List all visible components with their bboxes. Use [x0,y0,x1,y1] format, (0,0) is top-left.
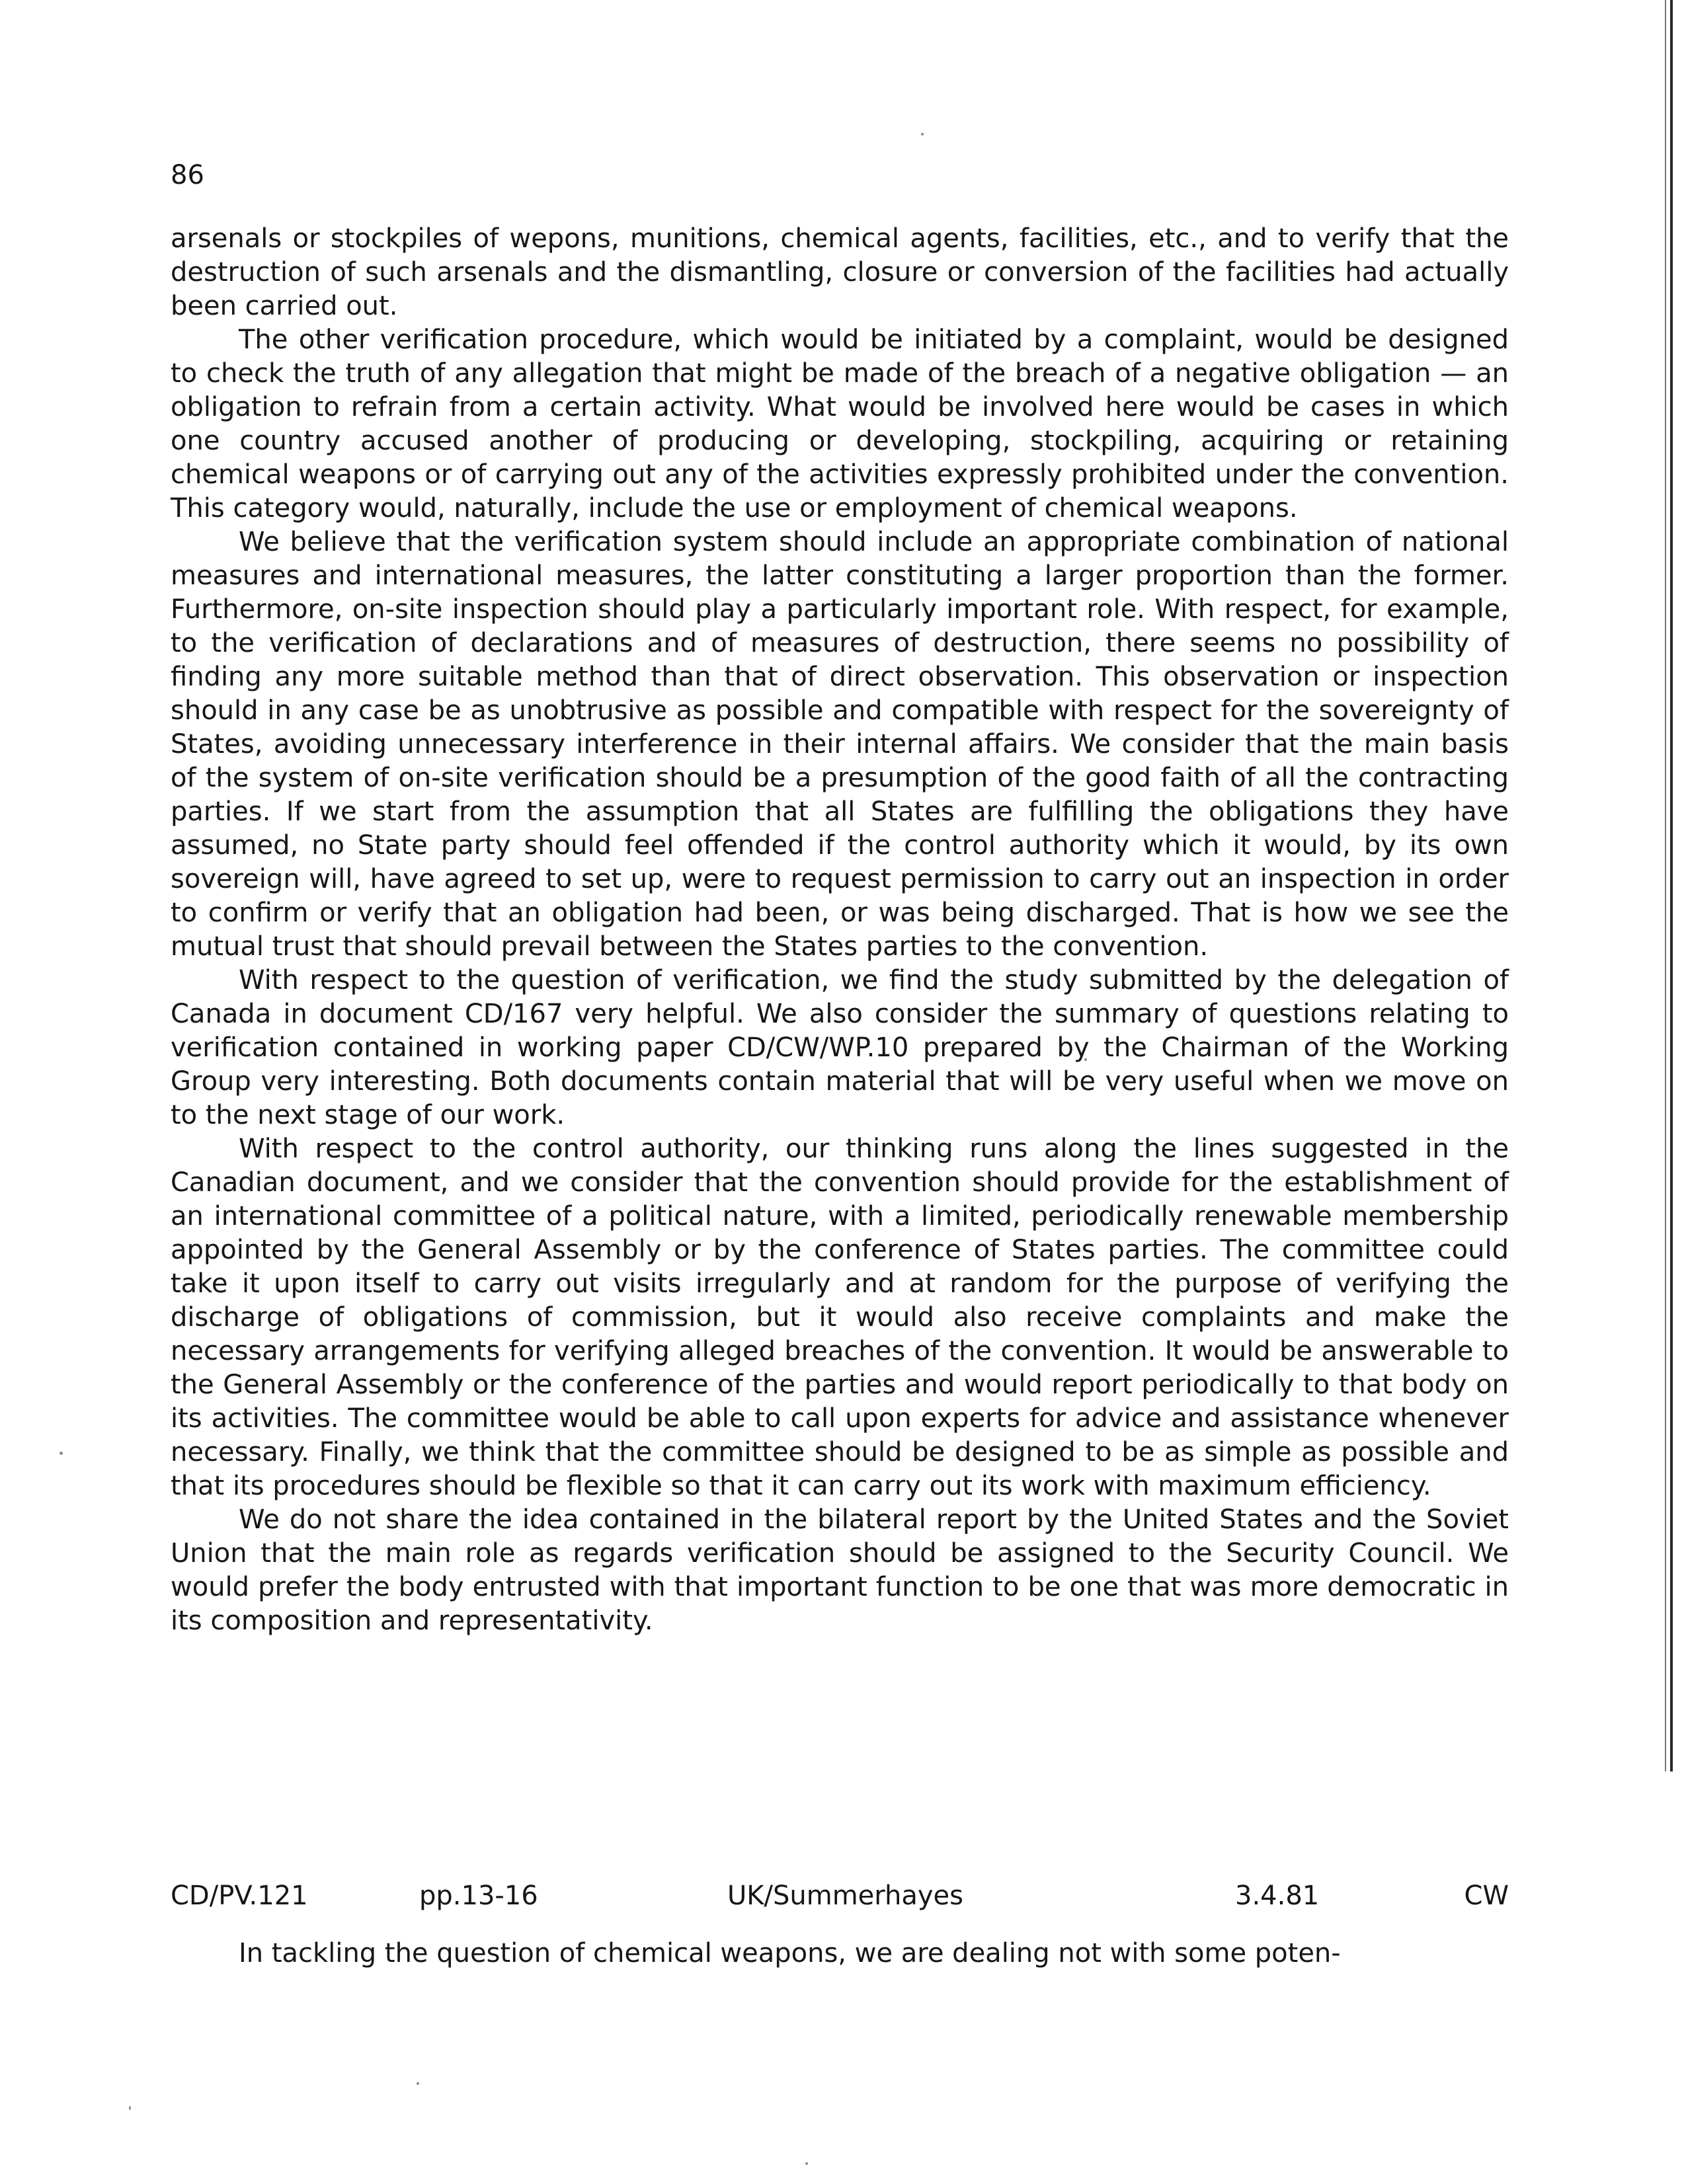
scan-speck [60,1452,63,1455]
paragraph: With respect to the control authority, our thinking runs along the lines suggested in the Canadian document, and we consider that the convention should provide for the establishment of an international committee of a political nature, with a limited, periodically renewable membership appointed by the General Assembly or by the conference of States parties. The committee could take it upon itself to carry out visits irregularly and at random for the purpose of verifying the discharge of obligations of commission, but it would also receive complaints and make the necessary arrangements for verifying alleged breaches of the convention. It would be answerable to the General Assembly or the conference of the parties and would report periodically to that body on its activities. The committee would be able to call upon experts for advice and assistance whenever necessary. Finally, we think that the committee should be designed to be as simple as possible and that its procedures should be flexible so that it can carry out its work with maximum efficiency. [171,1134,1509,1501]
citation-pages: pp.13-16 [419,1881,538,1911]
citation-speaker: UK/Summerhayes [727,1881,963,1911]
closing-paragraph: In tackling the question of chemical weapons, we are dealing not with some poten- [239,1938,1341,1969]
scan-edge-line-secondary [1665,0,1666,1772]
paragraph: With respect to the question of verification, we find the study submitted by the delegation of Canada in document CD/167 very helpful. We also consider the summary of questions relating to verification contained in working paper CD/CW/WP.10 prepared by the Chairman of the Working Group very interesting. Both documents contain material that will be very useful when we move on to the next stage of our work. [171,965,1509,1130]
citation-line [171,1879,1509,1913]
paragraph: We believe that the verification system should include an appropriate combination of national measures and international measures, the latter constituting a larger proportion than the former. Furthermore, on-site inspection should play a particularly important role. With respect, for example, to the verification of declarations and of measures of destruction, there seems no possibility of finding any more suitable method than that of direct observation. This observation or inspection should in any case be as unobtrusive as possible and compatible with respect for the sovereignty of States, avoiding unnecessary interference in their internal affairs. We consider that the main basis of the system of on-site verification should be a presumption of the good faith of all the contracting parties. If we start from the assumption that all States are fulfilling the obligations they have assumed, no State party should feel offended if the control authority which it would, by its own sovereign will, have agreed to set up, were to request permission to carry out an inspection in order to confirm or verify that an obligation had been, or was being discharged. That is how we see the mutual trust that should prevail between the States parties to the convention. [171,527,1509,962]
citation-topic: CW [1464,1881,1509,1911]
scan-speck [805,2162,808,2165]
scan-speck [129,2106,131,2110]
citation-document: CD/PV.121 [171,1881,308,1911]
page-number: 86 [171,160,204,190]
scan-edge-line [1670,0,1673,1772]
paragraph: We do not share the idea contained in the bilateral report by the United States and the Soviet Union that the main role as regards verification should be assigned to the Security Council. We would prefer the body entrusted with that important function to be one that was more democratic in its composition and representativity. [171,1504,1509,1636]
paragraph: The other verification procedure, which would be initiated by a complaint, would be designed to check the truth of any allegation that might be made of the breach of a negative obligation — an obligation to refrain from a certain activity. What would be involved here would be cases in which one country accused another of producing or developing, stockpiling, acquiring or retaining chemical weapons or of carrying out any of the activities expressly prohibited under the convention. This category would, naturally, include the use or employment of chemical weapons. [171,325,1509,524]
body-text [171,222,1509,1638]
citation-date: 3.4.81 [1235,1881,1320,1911]
paragraph: arsenals or stockpiles of wepons, munitions, chemical agents, facilities, etc., and to verify that the destruction of such arsenals and the dismantling, closure or conversion of the facilities had actually been carried out. [171,223,1509,321]
scan-speck [921,133,924,136]
scan-speck [417,2082,419,2085]
